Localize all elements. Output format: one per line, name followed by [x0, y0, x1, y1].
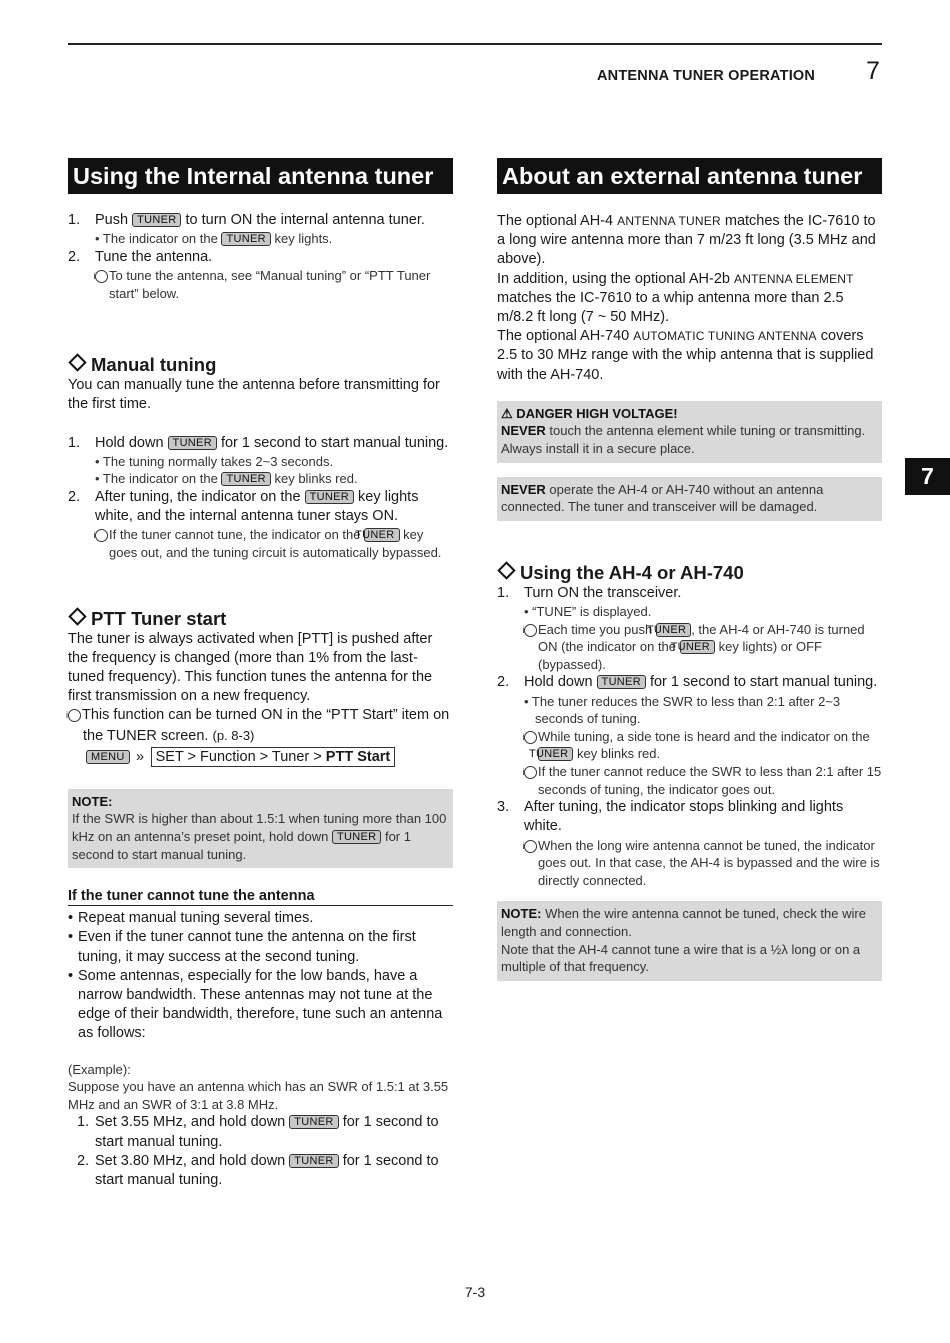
caution-box: NEVER operate the AH-4 or AH-740 without an antenna connected. The tuner and transceiver will be damaged.: [497, 477, 882, 521]
example-text: Suppose you have an antenna which has an SWR of 1.5:1 at 3.55 MHz and an SWR of 3:1 at 3.8 MHz.: [68, 1079, 449, 1112]
using-ah4-section: [497, 562, 882, 890]
info-icon: i: [524, 624, 537, 637]
list-item: • Even if the tuner cannot tune the antenna on the first tuning, it may success at the second tuning.: [68, 929, 416, 965]
chapter-side-tab[interactable]: 7: [905, 458, 950, 495]
tuner-key-icon: TUNER: [680, 640, 715, 654]
info-icon: i: [95, 270, 108, 283]
info-note: i This function can be turned ON in the “PTT Start” item on the TUNER screen. (p. 8-3): [66, 707, 450, 744]
ptt-body: The tuner is always activated when [PTT] is pushed after the frequency is changed (more than 1% from the last-tuned frequency). This function tunes the antenna for the first transmission on a new frequency.: [68, 630, 433, 705]
info-note: i To tune the antenna, see “Manual tuning” or “PTT Tuner start” below.: [93, 268, 431, 301]
example-label: (Example):: [68, 1061, 131, 1077]
manual-tuning-section: [68, 354, 453, 561]
section-title-external-tuner: About an external antenna tuner: [497, 158, 882, 194]
diamond-icon: [68, 607, 86, 625]
menu-key-icon: MENU: [86, 750, 130, 764]
info-note: i If the tuner cannot reduce the SWR to less than 2:1 after 15 seconds of tuning, the indicator goes out.: [522, 763, 882, 797]
diamond-icon: [497, 561, 515, 579]
page-number: 7-3: [464, 1284, 486, 1300]
tuner-key-icon: TUNER: [132, 213, 181, 227]
note-box: NOTE: If the SWR is higher than about 1.5:1 when tuning more than 100 kHz on an antenna’s preset point, hold down TUNER for 1 second to start manual tuning.: [68, 789, 453, 868]
header-rule: [68, 43, 882, 45]
heading-using-ah4: Using the AH-4 or AH-740: [497, 562, 882, 584]
warning-icon: ⚠: [501, 405, 513, 421]
list-subitem: • The tuning normally takes 2~3 seconds.: [95, 453, 334, 469]
list-item: 1. Push TUNER to turn ON the internal antenna tuner.: [68, 212, 425, 228]
tuner-key-icon: TUNER: [305, 490, 354, 504]
intro-steps: [68, 211, 453, 302]
list-item: 1. Set 3.55 MHz, and hold down TUNER for 1 second to start manual tuning.: [77, 1114, 439, 1150]
tuner-key-icon: TUNER: [221, 472, 270, 486]
list-item: 1. Turn ON the transceiver.: [497, 584, 682, 601]
cannot-tune-section: [68, 888, 453, 1190]
ptt-tuner-section: [68, 608, 453, 767]
menu-path-box: SET > Function > Tuner > PTT Start: [151, 747, 396, 767]
external-intro: The optional AH-4 ANTENNA TUNER matches the IC-7610 to a long wire antenna more than 7 m/23 ft long (3.5 MHz and above). In addition, using the optional AH-2b ANTENNA ELEMENT matches the IC-7610 to a whip antenna more than 2.5 m/8.2 ft long (7 ~ 50 MHz). The optional AH-740 AUTOMATIC TUNING ANTENNA covers 2.5 to 30 MHz range with the whip antenna that is supplied with the AH-740.: [497, 213, 876, 383]
tuner-key-icon: TUNER: [364, 528, 399, 542]
manual-intro: You can manually tune the antenna before transmitting for the first time.: [68, 377, 440, 413]
list-item: 2. Hold down TUNER for 1 second to start manual tuning.: [497, 674, 878, 691]
left-column: [68, 158, 453, 1190]
list-subitem: • The indicator on the TUNER key blinks red.: [95, 471, 358, 487]
section-title-internal-tuner: Using the Internal antenna tuner: [68, 158, 453, 194]
list-item: 1. Hold down TUNER for 1 second to start manual tuning.: [68, 434, 449, 451]
info-note: i If the tuner cannot tune, the indicator on the TUNER key goes out, and the tuning circuit is automatically bypassed.: [93, 527, 442, 560]
chapter-number: 7: [866, 57, 880, 85]
list-item: • Some antennas, especially for the low bands, have a narrow bandwidth. These antennas may not tune at the edge of their bandwidth, therefore, tune such an antenna as follows:: [68, 967, 443, 1042]
right-column: [497, 158, 882, 981]
list-item: • Repeat manual tuning several times.: [68, 910, 314, 927]
tuner-key-icon: TUNER: [221, 232, 270, 246]
list-subitem: • “TUNE” is displayed.: [524, 604, 652, 619]
info-icon: i: [68, 709, 81, 722]
tuner-key-icon: TUNER: [538, 747, 573, 761]
list-item: 2. Tune the antenna.: [68, 248, 213, 265]
list-subitem: • The indicator on the TUNER key lights.: [95, 231, 333, 247]
info-note: i While tuning, a side tone is heard and the indicator on the TUNER key blinks red.: [522, 728, 870, 762]
list-item: 3. After tuning, the indicator stops blinking and lights white.: [497, 799, 844, 835]
info-note: i When the long wire antenna cannot be tuned, the indicator goes out. In that case, the AH-4 is bypassed and the wire is directly connected.: [522, 837, 880, 888]
heading-manual-tuning: Manual tuning: [68, 354, 453, 376]
tuner-key-icon: TUNER: [168, 436, 217, 450]
info-icon: i: [524, 731, 537, 744]
info-icon: i: [524, 766, 537, 779]
danger-box: ⚠ DANGER HIGH VOLTAGE! NEVER touch the antenna element while tuning or transmitting. Always install it in a secure place.: [497, 401, 882, 463]
running-header-title: ANTENNA TUNER OPERATION: [597, 68, 816, 84]
diamond-icon: [68, 353, 86, 371]
tuner-key-icon: TUNER: [289, 1154, 338, 1168]
heading-cannot-tune: If the tuner cannot tune the antenna: [68, 888, 453, 906]
list-subitem: • The tuner reduces the SWR to less than 2:1 after 2~3 seconds of tuning.: [524, 693, 841, 727]
list-item: 2. After tuning, the indicator on the TUNER key lights white, and the internal antenna tuner stays ON.: [68, 488, 419, 525]
menu-path: MENU » SET > Function > Tuner > PTT Start: [68, 747, 453, 767]
info-icon: i: [95, 529, 108, 542]
list-item: 2. Set 3.80 MHz, and hold down TUNER for 1 second to start manual tuning.: [77, 1152, 439, 1188]
info-icon: i: [524, 840, 537, 853]
note-box-right: NOTE: When the wire antenna cannot be tuned, check the wire length and connection. Note that the AH-4 cannot tune a wire that is a ½λ long or on a multiple of that frequency.: [497, 901, 882, 980]
tuner-key-icon: TUNER: [597, 675, 646, 689]
tuner-key-icon: TUNER: [332, 830, 381, 844]
tuner-key-icon: TUNER: [656, 623, 691, 637]
info-note: i Each time you push TUNER , the AH-4 or AH-740 is turned ON (the indicator on the TUNER key lights) or OFF (bypassed).: [522, 621, 865, 672]
tuner-key-icon: TUNER: [289, 1115, 338, 1129]
heading-ptt-tuner-start: PTT Tuner start: [68, 608, 453, 630]
